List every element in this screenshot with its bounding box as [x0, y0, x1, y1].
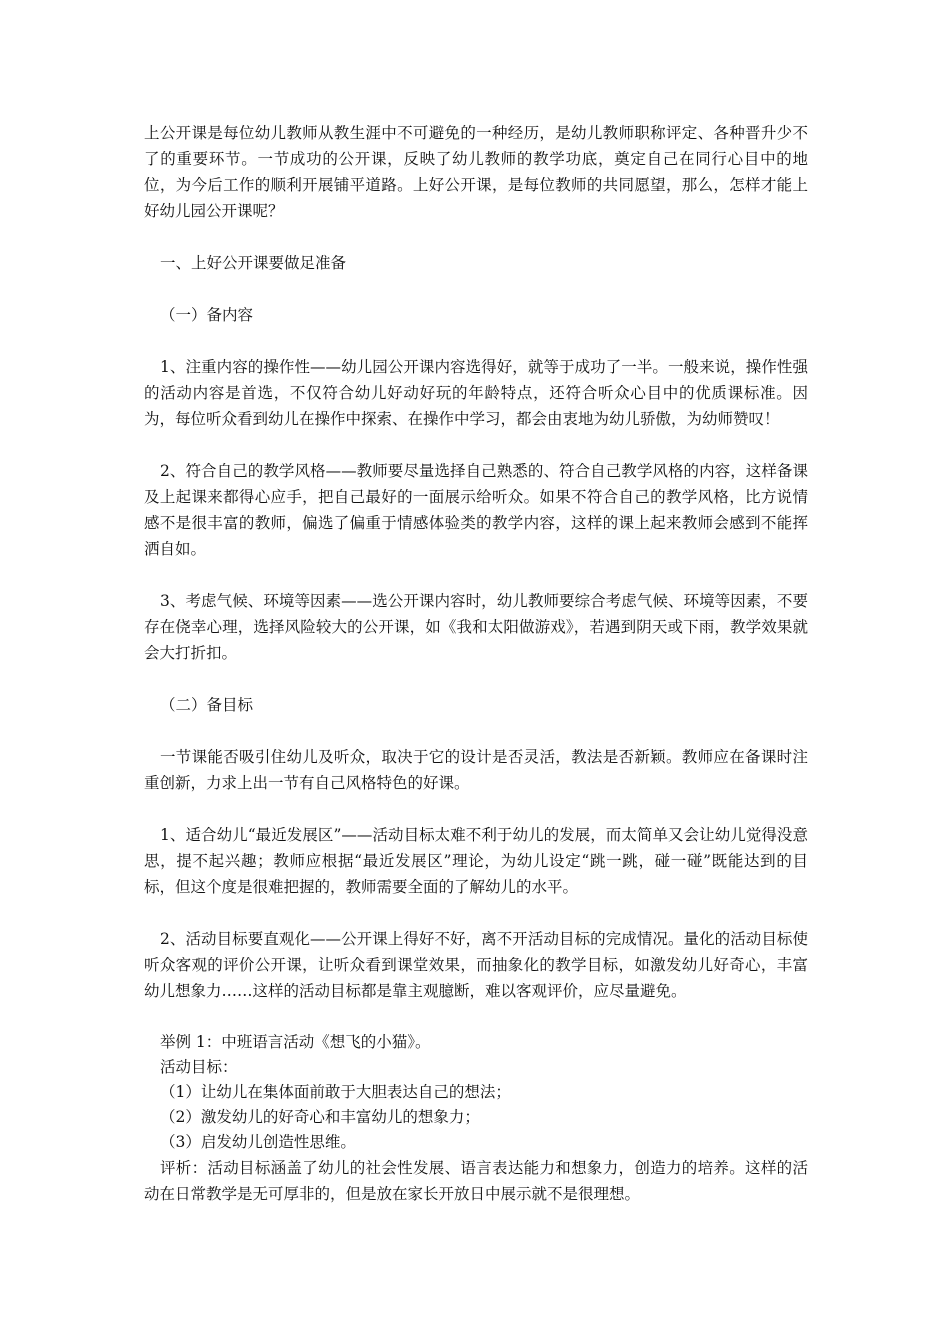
document-body: [144, 120, 808, 1207]
content-item-2: 2、符合自己的教学风格——教师要尽量选择自己熟悉的、符合自己教学风格的内容，这样备课及上起课来都得心应手，把自己最好的一面展示给听众。如果不符合自己的教学风格，比方说情感不是很丰富的教师，偏选了偏重于情感体验类的教学内容，这样的课上起来教师会感到不能挥洒自如。: [144, 462, 808, 558]
paragraph-gap: [144, 1004, 808, 1030]
paragraph-gap: [144, 432, 808, 458]
paragraph-gap: [144, 666, 808, 692]
content-item-1: 1、注重内容的操作性——幼儿园公开课内容选得好，就等于成功了一半。一般来说，操作性强的活动内容是首选，不仅符合幼儿好动好玩的年龄特点，还符合听众心目中的优质课标准。因为，每位听众看到幼儿在操作中探索、在操作中学习，都会由衷地为幼儿骄傲，为幼师赞叹！: [144, 358, 808, 428]
paragraph-gap: [144, 900, 808, 926]
paragraph-gap: [144, 328, 808, 354]
paragraph-gap: [144, 224, 808, 250]
paragraph-gap: [144, 718, 808, 744]
goal-item-1: 1、适合幼儿“最近发展区”——活动目标太难不利于幼儿的发展，而太简单又会让幼儿觉得没意思，提不起兴趣；教师应根据“最近发展区”理论，为幼儿设定“跳一跳，碰一碰”既能达到的目标，但这个度是很难把握的，教师需要全面的了解幼儿的水平。: [144, 826, 808, 896]
paragraph-gap: [144, 562, 808, 588]
example-goal-3: （3）启发幼儿创造性思维。: [160, 1133, 356, 1151]
subsection-heading-goals: （二）备目标: [160, 696, 254, 714]
example-goal-1: （1）让幼儿在集体面前敢于大胆表达自己的想法；: [160, 1083, 511, 1101]
example-title: 举例 1：中班语言活动《想飞的小猫》。: [160, 1033, 431, 1051]
content-item-3: 3、考虑气候、环境等因素——选公开课内容时，幼儿教师要综合考虑气候、环境等因素，不要存在侥幸心理，选择风险较大的公开课，如《我和太阳做游戏》，若遇到阴天或下雨，教学效果就会大打折扣。: [144, 592, 808, 662]
section-heading: 一、上好公开课要做足准备: [160, 254, 347, 272]
subsection-heading-content: （一）备内容: [160, 306, 254, 324]
paragraph-gap: [144, 276, 808, 302]
example-goal-2: （2）激发幼儿的好奇心和丰富幼儿的想象力；: [160, 1108, 480, 1126]
intro-paragraph: 上公开课是每位幼儿教师从教生涯中不可避免的一种经历，是幼儿教师职称评定、各种晋升少不了的重要环节。一节成功的公开课，反映了幼儿教师的教学功底，奠定自己在同行心目中的地位，为今后工作的顺利开展铺平道路。上好公开课，是每位教师的共同愿望，那么，怎样才能上好幼儿园公开课呢？: [144, 124, 808, 220]
paragraph-gap: [144, 796, 808, 822]
goal-item-2: 2、活动目标要直观化——公开课上得好不好，离不开活动目标的完成情况。量化的活动目标使听众客观的评价公开课，让听众看到课堂效果，而抽象化的教学目标，如激发幼儿好奇心，丰富幼儿想象力……这样的活动目标都是靠主观臆断，难以客观评价，应尽量避免。: [144, 930, 808, 1000]
example-block: [144, 1030, 808, 1155]
goals-intro-paragraph: 一节课能否吸引住幼儿及听众，取决于它的设计是否灵活，教法是否新颖。教师应在备课时注重创新，力求上出一节有自己风格特色的好课。: [144, 748, 808, 792]
example-goals-label: 活动目标：: [160, 1058, 238, 1076]
comment-paragraph: 评析：活动目标涵盖了幼儿的社会性发展、语言表达能力和想象力，创造力的培养。这样的活动在日常教学是无可厚非的，但是放在家长开放日中展示就不是很理想。: [144, 1159, 808, 1203]
